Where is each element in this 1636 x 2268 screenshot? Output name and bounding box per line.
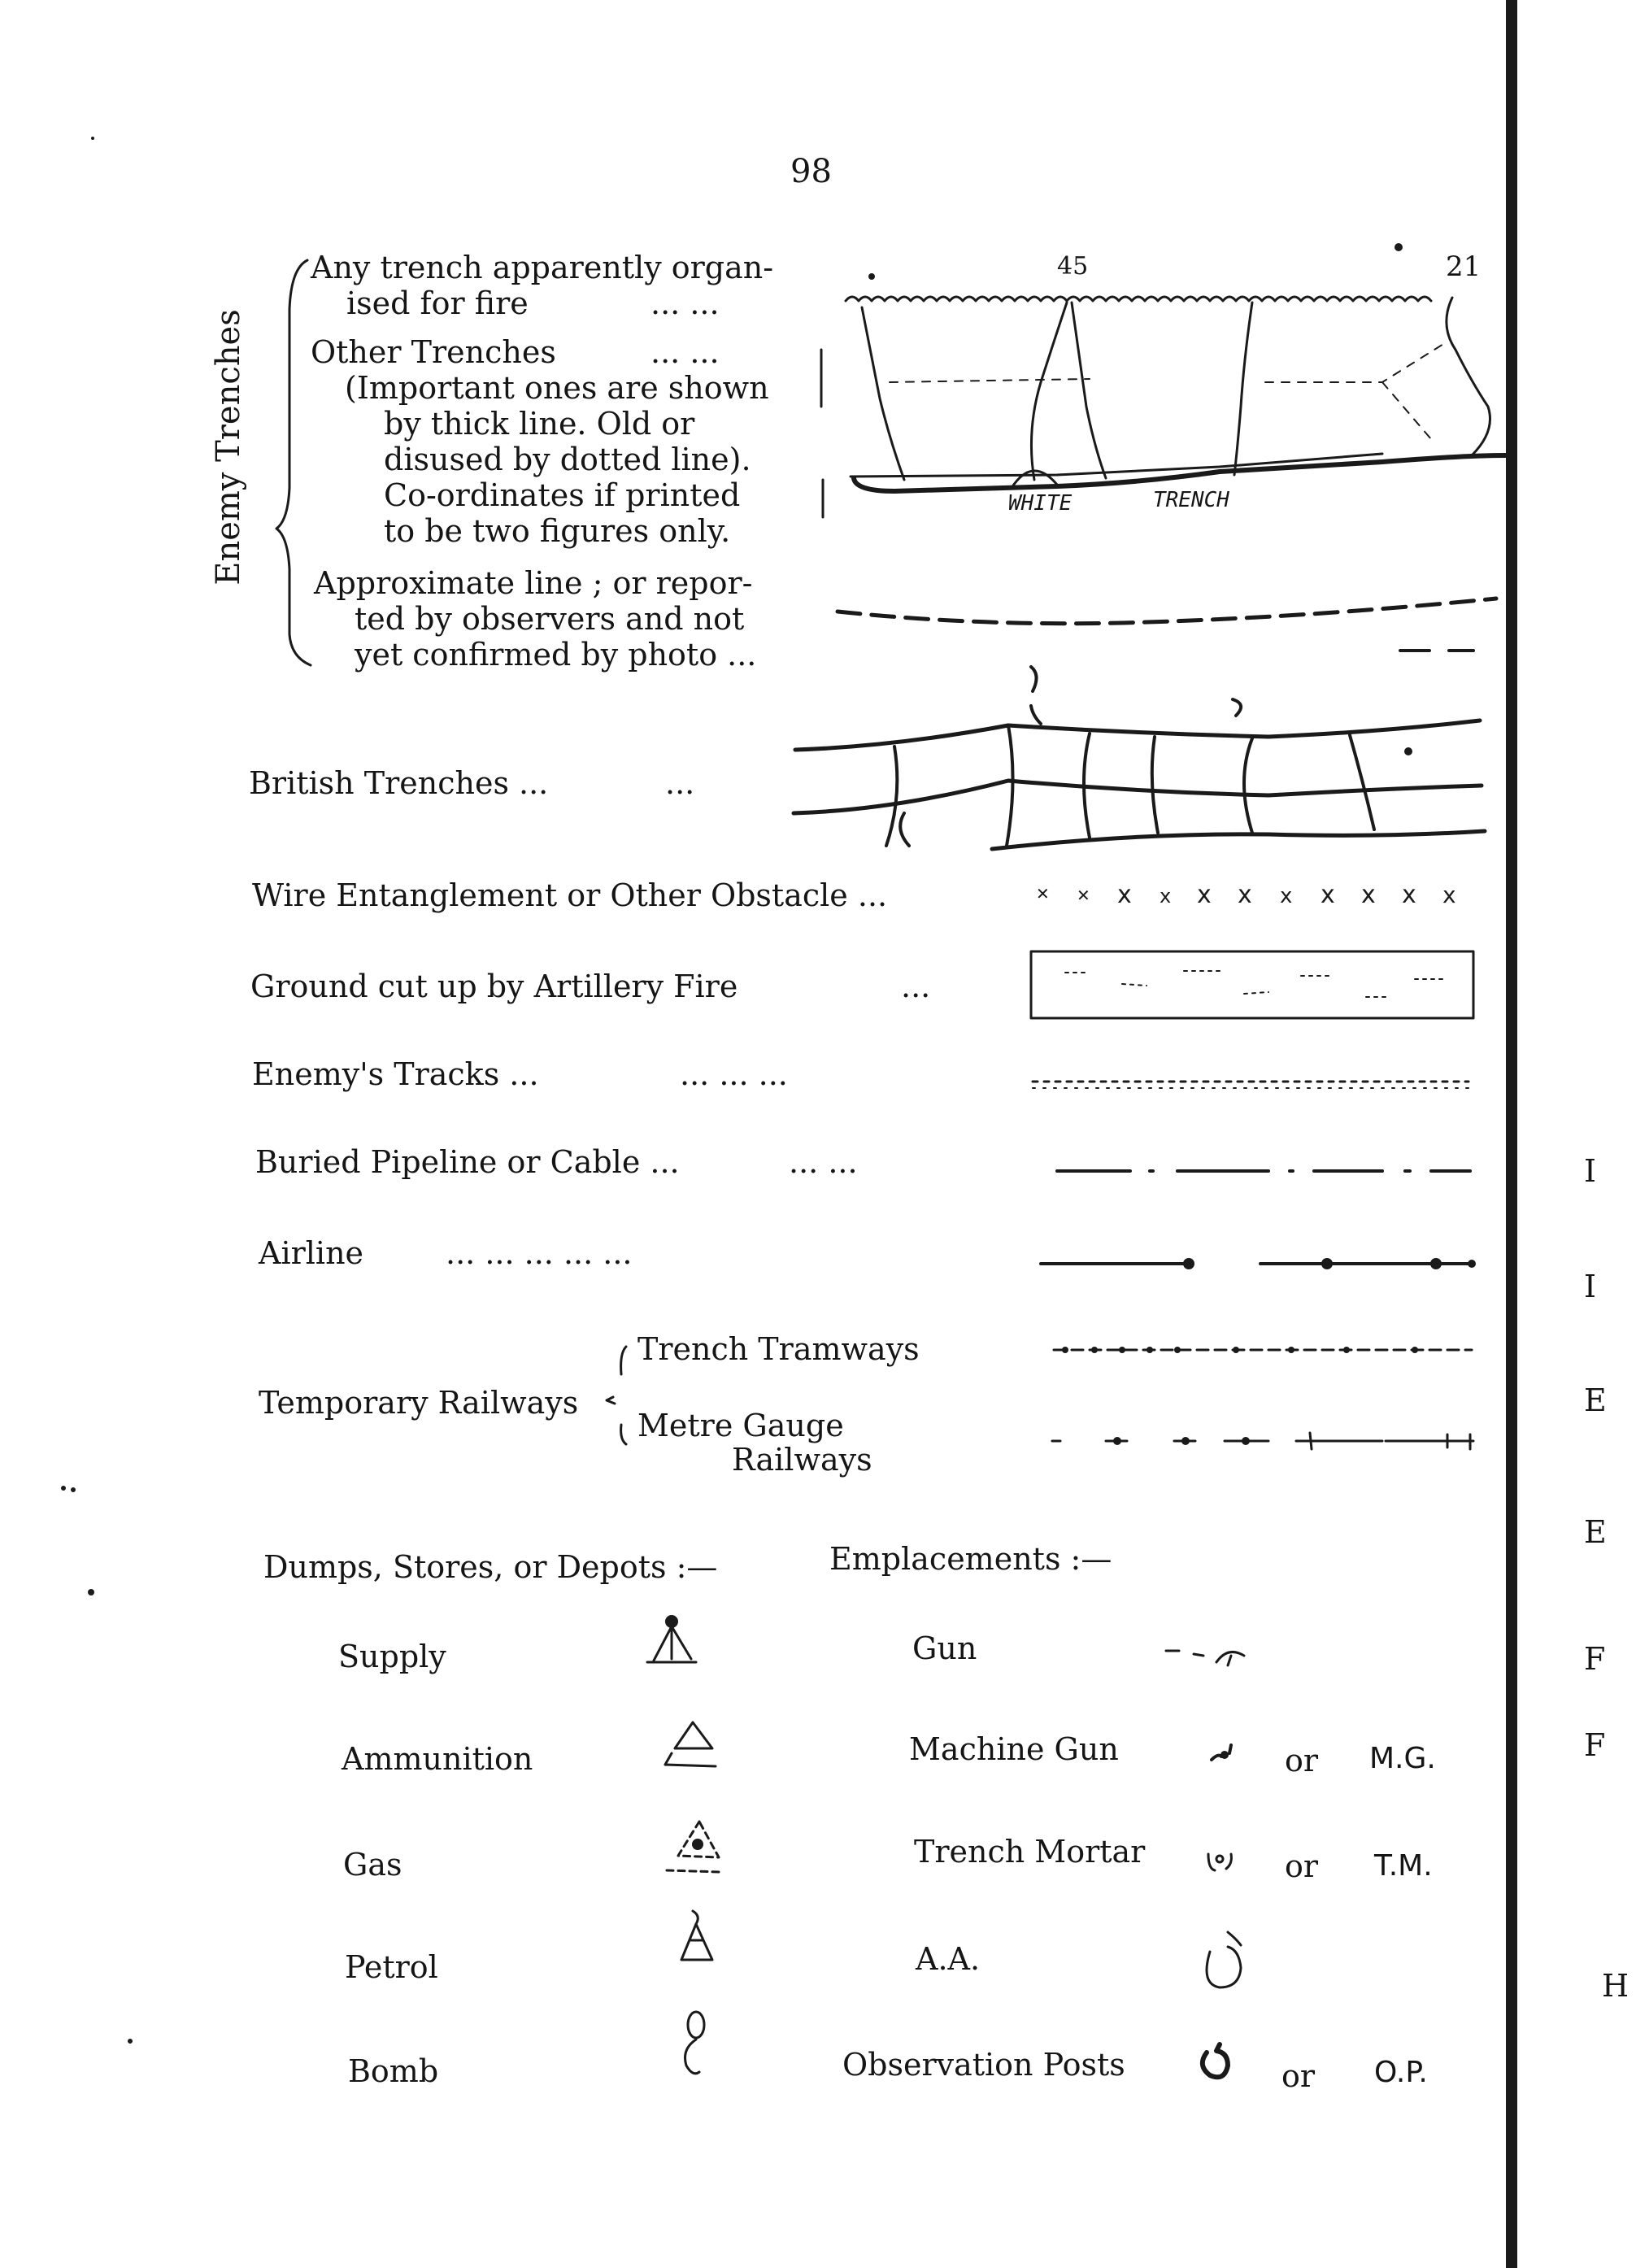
gun-emplacement-icon bbox=[1166, 1651, 1244, 1665]
communication-trench bbox=[1447, 298, 1490, 455]
other-trenches-note: by thick line. Old or bbox=[384, 406, 695, 442]
ammunition-dump-icon bbox=[665, 1722, 716, 1766]
legend-row-dots: ... bbox=[665, 765, 695, 801]
communication-trench bbox=[1234, 303, 1252, 475]
dump-item-ammunition: Ammunition bbox=[342, 1741, 533, 1777]
supply-dump-dot bbox=[665, 1615, 678, 1628]
white-trench-line bbox=[854, 455, 1506, 491]
margin-letter: E bbox=[1584, 1514, 1607, 1550]
margin-letter: H bbox=[1602, 1968, 1629, 2004]
dump-item-supply: Supply bbox=[338, 1639, 446, 1674]
bomb-dump-icon bbox=[685, 2012, 705, 2074]
margin-letter: I bbox=[1584, 1153, 1597, 1189]
dump-item-gas: Gas bbox=[343, 1847, 402, 1883]
wire-entanglement-marks bbox=[1036, 881, 1456, 909]
emplacement-or: or bbox=[1281, 2058, 1316, 2094]
metre-gauge-label: Railways bbox=[732, 1442, 872, 1478]
trench-tramways-label: Trench Tramways bbox=[637, 1331, 920, 1367]
emplacement-abbr: O.P. bbox=[1374, 2056, 1428, 2089]
metre-gauge-label: Metre Gauge bbox=[637, 1408, 844, 1443]
dumps-heading: Dumps, Stores, or Depots :— bbox=[263, 1549, 718, 1585]
organised-trench-line bbox=[846, 297, 1431, 301]
emplacement-item-aa: A.A. bbox=[916, 1941, 981, 1977]
british-trench bbox=[795, 720, 1480, 750]
emplacements-heading: Emplacements :— bbox=[829, 1541, 1112, 1577]
other-trenches-note: Co-ordinates if printed bbox=[384, 477, 741, 513]
emplacement-or: or bbox=[1285, 1848, 1319, 1884]
temporary-railways-label: Temporary Railways bbox=[259, 1385, 579, 1421]
enemy-trenches-brace bbox=[276, 260, 311, 665]
legend-row-label: Buried Pipeline or Cable ... bbox=[255, 1144, 680, 1180]
gas-dump-dot bbox=[692, 1839, 703, 1850]
other-trenches-note: to be two figures only. bbox=[384, 513, 731, 549]
organised-trench-line2: ised for fire bbox=[346, 285, 529, 321]
white-trench-label: WHITE bbox=[1008, 491, 1073, 516]
svg-text:x: x bbox=[1160, 885, 1172, 908]
map-grid-number: 21 bbox=[1446, 250, 1482, 283]
svg-text:x: x bbox=[1280, 884, 1293, 908]
white-trench-label: TRENCH bbox=[1153, 488, 1229, 512]
svg-text:x: x bbox=[1442, 882, 1456, 908]
organised-trench-line1: Any trench apparently organ- bbox=[311, 250, 774, 285]
svg-text:✕: ✕ bbox=[1036, 884, 1050, 903]
legend-row-label: Enemy's Tracks ... bbox=[252, 1056, 539, 1092]
legend-row-label: British Trenches ... bbox=[249, 765, 549, 801]
emplacement-item-gun: Gun bbox=[912, 1630, 977, 1666]
other-trenches-dots: ... ... bbox=[650, 334, 720, 370]
airline-post bbox=[1430, 1258, 1442, 1269]
svg-text:✕: ✕ bbox=[1077, 886, 1090, 905]
other-trenches-note: (Important ones are shown bbox=[345, 370, 769, 406]
trench-mortar-emplacement-icon bbox=[1208, 1854, 1231, 1870]
british-trench bbox=[992, 831, 1485, 849]
organised-trench-dots: ... ... bbox=[650, 285, 720, 321]
legend-row-label: Ground cut up by Artillery Fire bbox=[250, 969, 738, 1004]
margin-letter: F bbox=[1584, 1727, 1606, 1763]
margin-letter: E bbox=[1584, 1382, 1607, 1418]
legend-row-dots: ... ... ... bbox=[680, 1056, 788, 1092]
margin-letter: I bbox=[1584, 1269, 1597, 1304]
emplacement-item-trench-mortar: Trench Mortar bbox=[914, 1834, 1146, 1870]
approximate-line bbox=[838, 599, 1496, 624]
emplacement-item-observation-posts: Observation Posts bbox=[842, 2047, 1125, 2083]
approximate-line-text: yet confirmed by photo ... bbox=[355, 637, 757, 673]
legend-row-dots: ... bbox=[901, 969, 931, 1004]
approximate-line-text: ted by observers and not bbox=[355, 601, 745, 637]
artillery-fire-box bbox=[1031, 951, 1473, 1018]
legend-row-dots: ... ... ... ... ... bbox=[446, 1235, 633, 1271]
other-trenches-note: disused by dotted line). bbox=[384, 442, 751, 477]
approximate-line-text: Approximate line ; or repor- bbox=[314, 565, 753, 601]
dump-item-bomb: Bomb bbox=[348, 2053, 439, 2089]
temporary-railways-brace bbox=[607, 1347, 626, 1444]
other-trenches-label: Other Trenches bbox=[311, 334, 556, 370]
communication-trench bbox=[1072, 303, 1106, 478]
dump-item-petrol: Petrol bbox=[345, 1949, 438, 1985]
map-grid-number: 45 bbox=[1057, 252, 1089, 281]
other-trenches-bracket bbox=[821, 350, 823, 517]
svg-text:x: x bbox=[1117, 881, 1132, 909]
emplacement-abbr: T.M. bbox=[1374, 1849, 1433, 1883]
petrol-dump-icon bbox=[681, 1911, 712, 1960]
emplacement-item-machine-gun: Machine Gun bbox=[909, 1731, 1119, 1767]
symbol-markers bbox=[61, 137, 1476, 2044]
british-trench-link bbox=[886, 706, 1374, 846]
anti-aircraft-emplacement-icon bbox=[1207, 1932, 1241, 1987]
legend-row-label: Wire Entanglement or Other Obstacle ... bbox=[252, 877, 888, 913]
airline-post bbox=[1468, 1260, 1476, 1268]
emplacement-abbr: M.G. bbox=[1369, 1742, 1436, 1775]
communication-trench bbox=[1031, 303, 1067, 480]
legend-row-dots: ... ... bbox=[789, 1144, 858, 1180]
communication-trench bbox=[862, 307, 904, 480]
emplacement-or: or bbox=[1285, 1743, 1319, 1778]
legend-row-label: Airline bbox=[259, 1235, 364, 1271]
svg-text:x: x bbox=[1402, 881, 1416, 909]
svg-text:x: x bbox=[1238, 881, 1252, 909]
svg-text:x: x bbox=[1321, 881, 1335, 909]
page-number: 98 bbox=[790, 153, 832, 190]
enemy-trenches-group-label: Enemy Trenches bbox=[210, 309, 247, 586]
margin-letter: F bbox=[1584, 1641, 1606, 1677]
airline-post bbox=[1321, 1258, 1333, 1269]
observation-post-icon bbox=[1203, 2044, 1228, 2077]
svg-text:x: x bbox=[1197, 881, 1212, 909]
airline-post bbox=[1183, 1258, 1194, 1269]
svg-text:x: x bbox=[1361, 881, 1376, 909]
disused-trench bbox=[890, 342, 1447, 439]
